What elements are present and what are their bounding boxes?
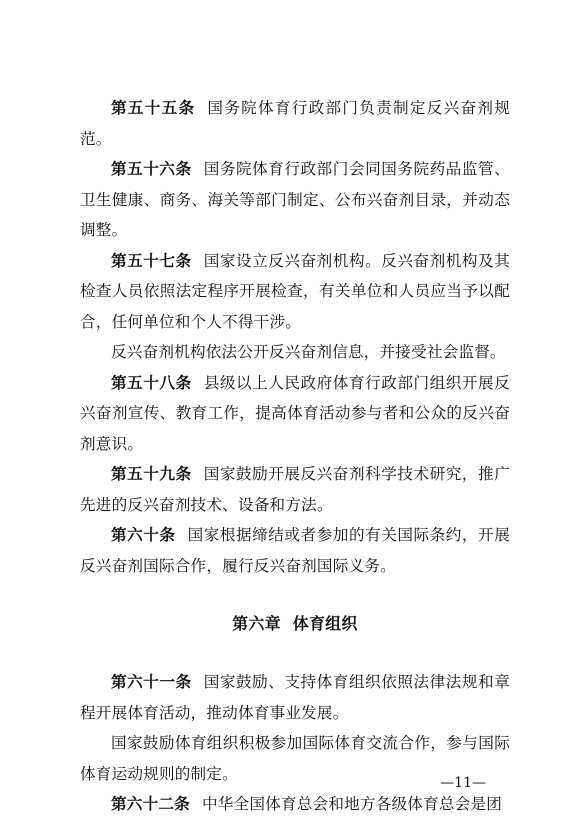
article-57 <box>80 246 510 338</box>
article-55 <box>80 93 510 154</box>
article-number: 第五十五条 <box>111 99 196 117</box>
article-number: 第五十九条 <box>111 465 192 483</box>
article-number: 第五十六条 <box>111 160 192 178</box>
article-text: 国务院体育行政部门负责制定反兴奋剂规范。 <box>80 99 510 148</box>
article-number: 第六十一条 <box>111 673 192 691</box>
article-59 <box>80 459 510 520</box>
article-text: 国家鼓励、支持体育组织依照法律法规和章程开展体育活动，推动体育事业发展。 <box>80 673 510 722</box>
article-number: 第五十八条 <box>111 373 192 392</box>
article-56 <box>80 154 510 246</box>
article-text: 国家设立反兴奋剂机构。反兴奋剂机构及其检查人员依照法定程序开展检查，有关单位和人员应当予以配合，任何单位和个人不得干涉。 <box>80 251 510 331</box>
article-62 <box>80 789 510 820</box>
article-57-continued <box>80 337 510 368</box>
chapter-title: 体育组织 <box>292 614 358 633</box>
article-text: 国家鼓励体育组织积极参加国际体育交流合作，参与国际体育运动规则的制定。 <box>80 734 510 783</box>
article-text: 国家鼓励开展反兴奋剂科学技术研究，推广先进的反兴奋剂技术、设备和方法。 <box>80 465 510 514</box>
article-text: 反兴奋剂机构依法公开反兴奋剂信息，并接受社会监督。 <box>111 343 506 361</box>
article-text: 国务院体育行政部门会同国务院药品监管、卫生健康、商务、海关等部门制定、公布兴奋剂目录，并动态调整。 <box>80 160 510 239</box>
document-body <box>80 93 510 820</box>
article-number: 第六十条 <box>111 526 176 544</box>
article-61 <box>80 667 510 728</box>
article-number: 第六十二条 <box>111 795 190 813</box>
article-text: 县级以上人民政府体育行政部门组织开展反兴奋剂宣传、教育工作，提高体育活动参与者和公众的反兴奋剂意识。 <box>80 373 510 453</box>
article-text: 中华全国体育总会和地方各级体育总会是团 <box>201 795 503 813</box>
article-text: 国家根据缔结或者参加的有关国际条约，开展反兴奋剂国际合作，履行反兴奋剂国际义务。 <box>80 526 510 575</box>
chapter-number: 第六章 <box>232 614 281 633</box>
chapter-heading <box>80 609 510 639</box>
page-number: —11— <box>440 775 486 791</box>
article-58 <box>80 368 510 460</box>
article-number: 第五十七条 <box>111 251 192 270</box>
article-60 <box>80 520 510 581</box>
